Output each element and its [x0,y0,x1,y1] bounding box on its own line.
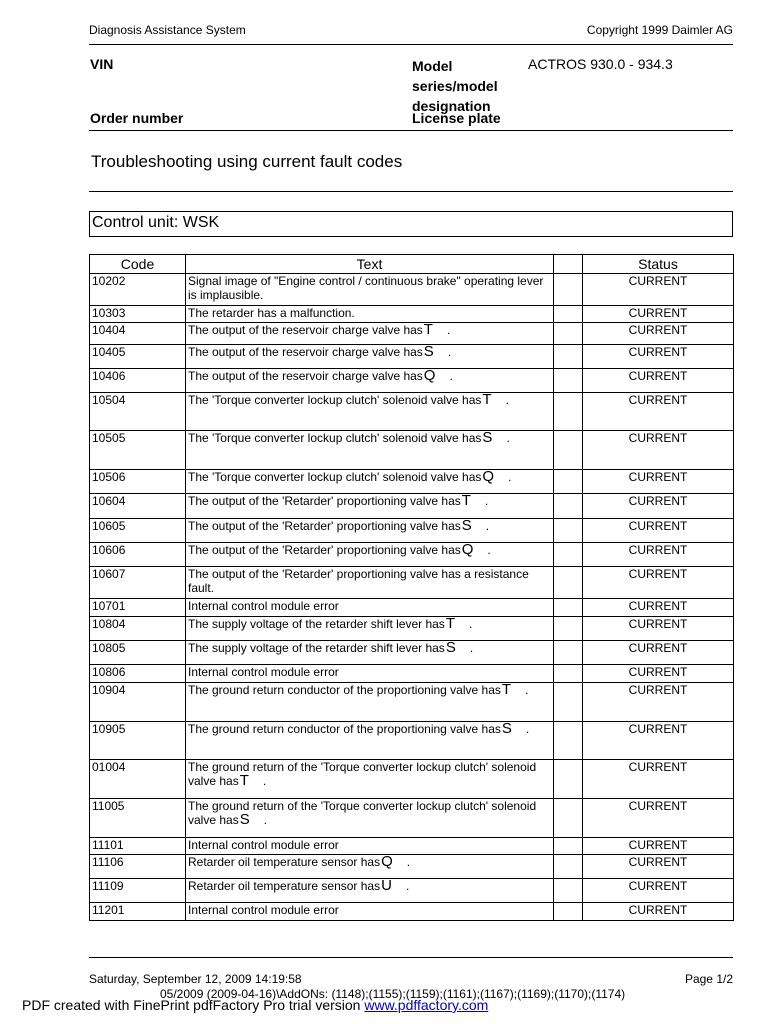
license-plate-label: License plate [412,110,501,126]
table-row [90,838,734,855]
fault-symbol: Q [381,853,393,870]
fault-text: The ground return of the 'Torque converter lockup clutch' solenoid valve has [188,799,537,827]
fault-text: The output of the 'Retarder' proportioning valve has [188,494,461,508]
fault-text: The ground return of the 'Torque converter lockup clutch' solenoid valve has [188,760,537,788]
table-row [90,494,734,519]
fault-table-body [90,274,734,921]
fault-text-cell [186,722,554,760]
blank-cell [554,599,583,617]
fault-dot: . [469,641,474,655]
fault-text-cell [186,879,554,903]
fault-status: CURRENT [583,323,734,345]
table-row [90,760,734,799]
fault-status: CURRENT [583,722,734,760]
fault-dot: . [505,393,509,407]
fault-symbol: T [461,492,471,509]
table-row [90,903,734,921]
fault-text: The supply voltage of the retarder shift lever has [188,641,445,655]
fault-symbol: S [482,429,493,446]
fault-text: The output of the reservoir charge valve has [188,345,423,359]
fault-text: Retarder oil temperature sensor has [188,855,381,869]
footer-date: Saturday, September 12, 2009 14:19:58 [89,972,302,986]
blank-cell [554,683,583,722]
fault-status: CURRENT [583,543,734,567]
fault-dot: . [446,323,451,337]
table-row [90,470,734,494]
table-row [90,879,734,903]
fault-text-cell [186,838,554,855]
fault-text: Signal image of "Engine control / continuous brake" operating lever is implausible. [188,274,544,302]
header-system: Diagnosis Assistance System [89,23,246,37]
fault-code: 10701 [90,599,186,617]
fault-symbol: Q [461,541,474,558]
fault-code: 11109 [90,879,186,903]
fault-dot: . [406,855,411,869]
fault-dot: . [525,683,529,697]
fault-text: The output of the 'Retarder' proportioning valve has a resistance fault. [188,567,529,595]
fault-dot: . [485,519,490,533]
fault-dot: . [506,431,510,445]
fault-symbol: S [239,811,250,828]
fault-symbol: T [239,772,249,789]
header-status: Status [583,255,734,274]
blank-cell [554,323,583,345]
fault-text-cell [186,519,554,543]
fault-text-cell [186,855,554,879]
fault-code: 10904 [90,683,186,722]
control-unit-label: Control unit: WSK [92,214,220,231]
fault-text: The ground return conductor of the proportioning valve has [188,722,501,736]
fault-status: CURRENT [583,617,734,641]
table-row [90,855,734,879]
pdf-note-text: PDF created with FinePrint pdfFactory Pro trial version [22,997,365,1013]
fault-text: Internal control module error [188,665,339,679]
table-row [90,799,734,838]
fault-code: 10606 [90,543,186,567]
blank-cell [554,855,583,879]
blank-cell [554,838,583,855]
fault-symbol: U [381,877,392,894]
table-row [90,599,734,617]
fault-text-cell [186,799,554,838]
fault-text-cell [186,369,554,393]
fault-dot: . [487,543,491,557]
fault-code-table [89,254,734,921]
fault-status: CURRENT [583,838,734,855]
fault-code: 01004 [90,760,186,799]
blank-cell [554,879,583,903]
model-label: Model series/model designation [412,58,498,114]
fault-code: 11101 [90,838,186,855]
control-unit-box [89,211,733,237]
fault-symbol: S [501,720,512,737]
fault-symbol: S [423,343,434,360]
blank-cell [554,369,583,393]
blank-cell [554,567,583,599]
fault-status: CURRENT [583,879,734,903]
header-divider [89,44,733,45]
header-copyright: Copyright 1999 Daimler AG [586,23,733,37]
table-row [90,543,734,567]
fault-status: CURRENT [583,567,734,599]
footer-divider [89,957,733,958]
fault-dot: . [468,617,473,631]
table-row [90,722,734,760]
fault-status: CURRENT [583,470,734,494]
fault-status: CURRENT [583,760,734,799]
meta-divider [89,130,733,131]
fault-status: CURRENT [583,683,734,722]
table-row [90,345,734,369]
fault-text-cell [186,470,554,494]
blank-cell [554,665,583,683]
fault-symbol: S [461,517,472,534]
fault-code: 10303 [90,306,186,323]
fault-status: CURRENT [583,519,734,543]
blank-cell [554,494,583,519]
blank-cell [554,799,583,838]
fault-text: The retarder has a malfunction. [188,306,355,320]
fault-text-cell [186,665,554,683]
header-code: Code [90,255,186,274]
blank-cell [554,903,583,921]
fault-text: The ground return conductor of the proportioning valve has [188,683,501,697]
footer-page: Page 1/2 [684,972,733,986]
fault-status: CURRENT [583,665,734,683]
table-row [90,306,734,323]
fault-status: CURRENT [583,641,734,665]
footer-addons: 05/2009 (2009-04-16)\AddONs: (1148);(1155);(1159);(1161);(1167);(1169);(1170);(1174) [160,987,626,1001]
table-row [90,519,734,543]
fault-dot: . [508,470,512,484]
vin-label: VIN [90,56,114,72]
section-title: Troubleshooting using current fault codes [91,152,403,171]
fault-code: 11106 [90,855,186,879]
fault-symbol: T [482,391,492,408]
table-row [90,665,734,683]
fault-symbol: T [445,615,455,632]
fault-code: 10806 [90,665,186,683]
blank-cell [554,617,583,641]
table-row [90,274,734,306]
fault-text-cell [186,306,554,323]
blank-cell [554,274,583,306]
fault-symbol: S [445,639,456,656]
fault-text-cell [186,641,554,665]
fault-text-cell [186,494,554,519]
fault-code: 10405 [90,345,186,369]
fault-text: The output of the reservoir charge valve has [188,323,423,337]
fault-dot: . [447,345,452,359]
blank-cell [554,519,583,543]
fault-code: 10605 [90,519,186,543]
blank-cell [554,306,583,323]
fault-code: 10905 [90,722,186,760]
fault-symbol: Q [423,367,436,384]
table-row [90,431,734,470]
fault-dot: . [405,879,410,893]
order-number-label: Order number [90,110,184,126]
fault-text-cell [186,683,554,722]
fault-code: 10406 [90,369,186,393]
fault-dot: . [263,813,268,827]
fault-text-cell [186,393,554,431]
fault-code: 10504 [90,393,186,431]
blank-cell [554,722,583,760]
fault-code: 11005 [90,799,186,838]
table-row [90,369,734,393]
fault-symbol: T [501,681,512,698]
fault-status: CURRENT [583,393,734,431]
fault-text-cell [186,431,554,470]
fault-text-cell [186,903,554,921]
fault-code: 10505 [90,431,186,470]
pdf-creator-note [22,997,488,1013]
table-row [90,683,734,722]
fault-text: The supply voltage of the retarder shift lever has [188,617,445,631]
fault-code: 10805 [90,641,186,665]
model-value: ACTROS 930.0 - 934.3 [528,56,673,72]
fault-status: CURRENT [583,306,734,323]
fault-status: CURRENT [583,274,734,306]
table-row [90,617,734,641]
blank-cell [554,760,583,799]
fault-code: 10607 [90,567,186,599]
table-row [90,641,734,665]
fault-text-cell [186,274,554,306]
fault-code: 10506 [90,470,186,494]
table-header-row [90,255,734,274]
blank-cell [554,393,583,431]
fault-text: The 'Torque converter lockup clutch' solenoid valve has [188,431,482,445]
pdffactory-link[interactable]: www.pdffactory.com [364,997,489,1013]
fault-code: 11201 [90,903,186,921]
fault-text-cell [186,760,554,799]
fault-dot: . [525,722,530,736]
blank-cell [554,470,583,494]
fault-text-cell [186,567,554,599]
fault-status: CURRENT [583,855,734,879]
fault-symbol: Q [482,468,495,485]
fault-code: 10804 [90,617,186,641]
header-text: Text [186,255,554,274]
fault-status: CURRENT [583,903,734,921]
fault-code: 10604 [90,494,186,519]
blank-cell [554,641,583,665]
fault-text-cell [186,599,554,617]
fault-status: CURRENT [583,599,734,617]
title-divider [89,191,733,192]
table-row [90,393,734,431]
header-blank [554,255,583,274]
fault-status: CURRENT [583,431,734,470]
fault-text: The output of the 'Retarder' proportioning valve has [188,543,461,557]
fault-text-cell [186,617,554,641]
blank-cell [554,543,583,567]
fault-text-cell [186,543,554,567]
fault-symbol: T [423,321,433,338]
blank-cell [554,345,583,369]
fault-text: Retarder oil temperature sensor has [188,879,381,893]
blank-cell [554,431,583,470]
fault-status: CURRENT [583,799,734,838]
table-row [90,567,734,599]
fault-text: The 'Torque converter lockup clutch' solenoid valve has [188,470,482,484]
fault-dot: . [484,494,489,508]
fault-status: CURRENT [583,345,734,369]
fault-status: CURRENT [583,369,734,393]
fault-text: The 'Torque converter lockup clutch' solenoid valve has [188,393,482,407]
fault-code: 10404 [90,323,186,345]
fault-text: The output of the 'Retarder' proportioning valve has [188,519,461,533]
fault-text: Internal control module error [188,599,339,613]
fault-text: Internal control module error [188,838,339,852]
fault-text-cell [186,323,554,345]
fault-text: Internal control module error [188,903,339,917]
fault-code: 10202 [90,274,186,306]
fault-text: The output of the reservoir charge valve has [188,369,423,383]
table-row [90,323,734,345]
fault-status: CURRENT [583,494,734,519]
fault-dot: . [449,369,453,383]
fault-dot: . [262,774,267,788]
fault-text-cell [186,345,554,369]
